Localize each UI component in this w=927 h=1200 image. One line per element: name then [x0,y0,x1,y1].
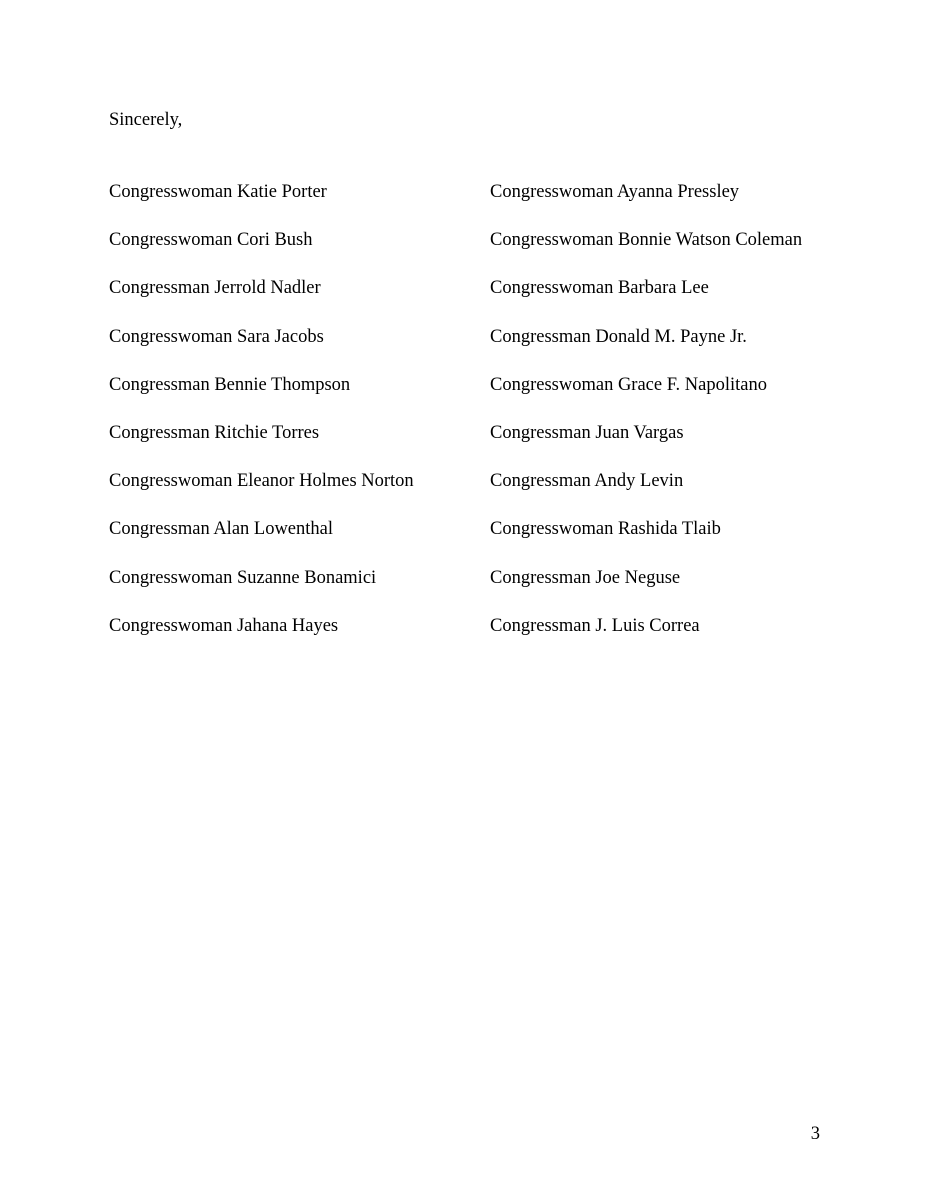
page-number: 3 [810,1124,820,1144]
signatory-name: Congressman Bennie Thompson [109,374,351,395]
signatory-name: Congresswoman Katie Porter [109,182,327,202]
signatory-name: Congresswoman Grace F. Napolitano [490,374,767,395]
signatory-name: Congresswoman Jahana Hayes [109,615,339,636]
signatories-left-column [109,180,414,662]
signatory-name: Congresswoman Bonnie Watson Coleman [490,230,803,251]
signatory-name: Congressman Andy Levin [490,471,684,492]
signatory-name: Congresswoman Suzanne Bonamici [109,567,377,588]
signatory-name: Congresswoman Eleanor Holmes Norton [109,471,414,492]
signatory-name: Congressman J. Luis Correa [490,615,700,636]
signatory-name: Congressman Ritchie Torres [109,422,320,443]
signatory-name: Congressman Donald M. Payne Jr. [490,326,747,347]
signatories-right-column [490,180,802,662]
signatory-name: Congressman Alan Lowenthal [109,519,334,540]
signatory-name: Congressman Joe Neguse [490,567,681,588]
signatory-name: Congresswoman Sara Jacobs [109,326,324,347]
signatory-name: Congresswoman Cori Bush [109,230,313,251]
signatory-name: Congresswoman Barbara Lee [490,278,709,299]
signatory-name: Congressman Jerrold Nadler [109,278,321,299]
signatory-name: Congressman Juan Vargas [490,422,684,443]
closing-salutation: Sincerely, [109,110,183,130]
signatory-name: Congresswoman Rashida Tlaib [490,519,721,540]
signatory-name: Congresswoman Ayanna Pressley [490,182,740,202]
